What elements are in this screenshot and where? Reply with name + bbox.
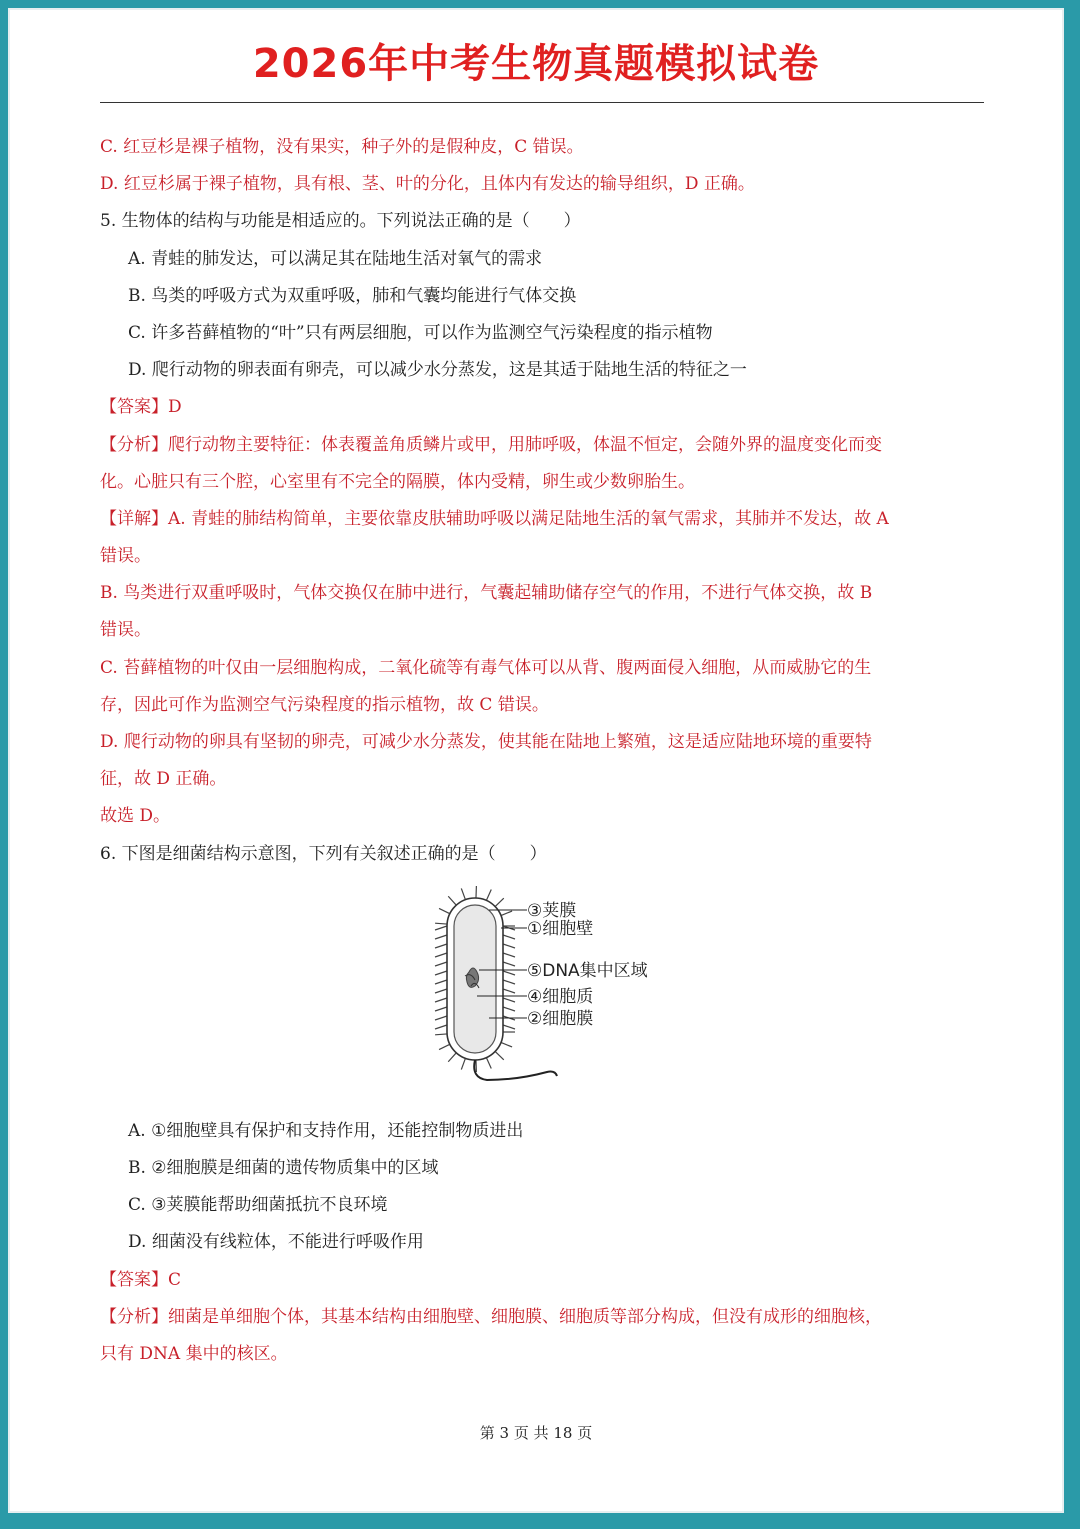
- text-line: C. 许多苔藓植物的“叶”只有两层细胞，可以作为监测空气污染程度的指示植物: [128, 322, 713, 343]
- page-title: 2026年中考生物真题模拟试卷: [252, 41, 820, 87]
- text-line: 【分析】爬行动物主要特征：体表覆盖角质鳞片或甲，用肺呼吸，体温不恒定，会随外界的温度变化而变: [100, 434, 882, 455]
- diagram-label-capsule: ③荚膜: [527, 900, 577, 921]
- bacteria-structure-svg: [405, 876, 775, 1108]
- bacteria-diagram: [100, 876, 990, 1116]
- text-block-top: [100, 132, 990, 876]
- text-line: D. 爬行动物的卵具有坚韧的卵壳，可减少水分蒸发，使其能在陆地上繁殖，这是适应陆地环境的重要特: [100, 732, 872, 752]
- text-line: 【答案】D: [100, 397, 182, 418]
- text-line: C. ③荚膜能帮助细菌抵抗不良环境: [128, 1195, 388, 1216]
- text-line: C. 红豆杉是裸子植物，没有果实，种子外的是假种皮，C 错误。: [100, 137, 584, 157]
- text-block-bottom: [100, 1116, 990, 1376]
- text-line: C. 苔藓植物的叶仅由一层细胞构成，二氧化硫等有毒气体可以从背、腹两面侵入细胞，从而威胁它的生: [100, 657, 872, 678]
- text-line: 只有 DNA 集中的核区。: [100, 1343, 288, 1364]
- text-line: D. 爬行动物的卵表面有卵壳，可以减少水分蒸发，这是其适于陆地生活的特征之一: [128, 360, 747, 381]
- text-line: 6. 下图是细菌结构示意图，下列有关叙述正确的是（ ）: [100, 843, 547, 864]
- text-line: 故选 D。: [100, 806, 171, 827]
- text-line: A. ①细胞壁具有保护和支持作用，还能控制物质进出: [128, 1120, 524, 1141]
- text-line: D. 红豆杉属于裸子植物，具有根、茎、叶的分化，且体内有发达的输导组织，D 正确。: [100, 174, 755, 195]
- text-line: B. 鸟类的呼吸方式为双重呼吸，肺和气囊均能进行气体交换: [128, 285, 577, 306]
- diagram-label-cell-wall: ①细胞壁: [527, 918, 594, 939]
- page-content: [100, 132, 990, 1376]
- flagellum: [474, 1060, 557, 1080]
- text-line: B. 鸟类进行双重呼吸时，气体交换仅在肺中进行，气囊起辅助储存空气的作用，不进行气体交换，故 B: [100, 583, 873, 604]
- text-line: 【答案】C: [100, 1269, 182, 1290]
- text-line: 错误。: [100, 546, 151, 567]
- text-line: 【分析】细菌是单细胞个体，其基本结构由细胞壁、细胞膜、细胞质等部分构成，但没有成形的细胞核，: [100, 1306, 882, 1327]
- text-line: 征，故 D 正确。: [100, 769, 227, 790]
- text-line: 5. 生物体的结构与功能是相适应的。下列说法正确的是（ ）: [100, 211, 581, 232]
- document-page: [8, 8, 1064, 1513]
- diagram-label-cell-membrane: ②细胞膜: [527, 1008, 594, 1029]
- text-line: 化。心脏只有三个腔，心室里有不完全的隔膜，体内受精，卵生或少数卵胎生。: [100, 471, 695, 492]
- text-line: 【详解】A. 青蛙的肺结构简单，主要依靠皮肤辅助呼吸以满足陆地生活的氧气需求，其肺并不发达，故 A: [100, 508, 889, 529]
- diagram-label-dna-region: ⑤DNA集中区域: [527, 960, 648, 981]
- text-line: D. 细菌没有线粒体，不能进行呼吸作用: [128, 1232, 424, 1253]
- text-line: B. ②细胞膜是细菌的遗传物质集中的区域: [128, 1157, 439, 1178]
- text-line: 存，因此可作为监测空气污染程度的指示植物，故 C 错误。: [100, 694, 549, 715]
- text-line: A. 青蛙的肺发达，可以满足其在陆地生活对氧气的需求: [128, 248, 543, 269]
- text-line: 错误。: [100, 620, 151, 641]
- page-footer: 第 3 页 共 18 页: [479, 1424, 593, 1442]
- diagram-label-cytoplasm: ④细胞质: [527, 986, 594, 1007]
- title-divider: [100, 102, 984, 103]
